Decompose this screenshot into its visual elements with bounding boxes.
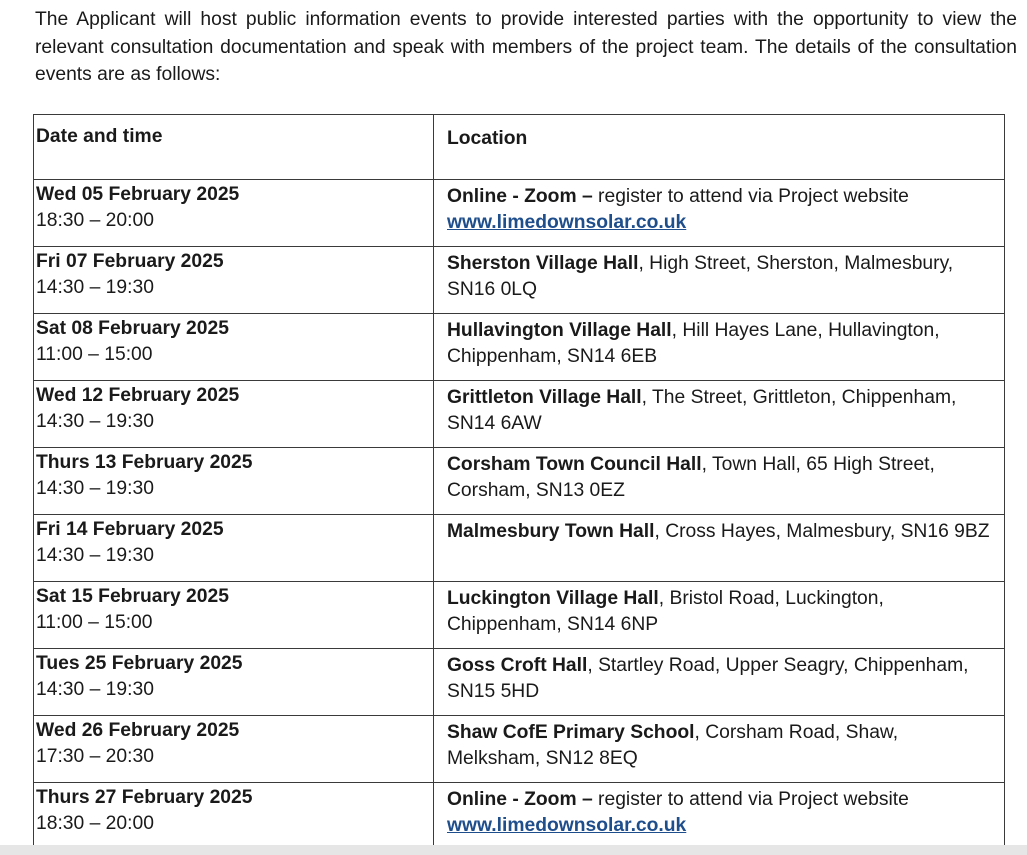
event-date-time-cell — [34, 180, 434, 247]
event-location-cell — [434, 783, 1005, 850]
intro-paragraph: The Applicant will host public information events to provide interested parties with the opportunity to view the relevant consultation documentation and speak with members of the project team. The details of the consultation events are as follows: — [35, 9, 1017, 85]
venue-address: , Town Hall, 65 High Street, Corsham, SN13 0EZ — [447, 454, 935, 501]
project-website-link[interactable]: www.limedownsolar.co.uk — [447, 212, 687, 233]
table-row — [34, 381, 1005, 448]
event-date: Fri 14 February 2025 — [36, 519, 224, 540]
venue-address: , Cross Hayes, Malmesbury, SN16 9BZ — [654, 521, 990, 542]
event-time: 11:00 – 15:00 — [36, 612, 153, 633]
venue-address: , The Street, Grittleton, Chippenham, SN14 6AW — [447, 387, 957, 434]
event-time: 18:30 – 20:00 — [36, 210, 154, 231]
page-bottom-edge — [0, 845, 1027, 855]
table-row — [34, 649, 1005, 716]
event-date: Wed 05 February 2025 — [36, 184, 240, 205]
venue-name: Hullavington Village Hall — [447, 320, 672, 341]
event-time: 14:30 – 19:30 — [36, 277, 154, 298]
venue-name: Corsham Town Council Hall — [447, 454, 702, 475]
event-date: Wed 12 February 2025 — [36, 385, 240, 406]
venue-name: Online - Zoom – — [447, 186, 593, 207]
event-date: Wed 26 February 2025 — [36, 720, 240, 741]
event-location-cell — [434, 448, 1005, 515]
event-location-cell — [434, 314, 1005, 381]
header-date-time: Date and time — [34, 115, 434, 180]
venue-name: Luckington Village Hall — [447, 588, 659, 609]
venue-address: , Hill Hayes Lane, Hullavington, Chippenham, SN14 6EB — [447, 320, 940, 367]
event-time: 14:30 – 19:30 — [36, 545, 154, 566]
venue-name: Goss Croft Hall — [447, 655, 588, 676]
venue-address: , Corsham Road, Shaw, Melksham, SN12 8EQ — [447, 722, 899, 769]
event-date-time-cell — [34, 716, 434, 783]
consultation-events-table — [33, 114, 1005, 850]
event-location-cell — [434, 515, 1005, 582]
event-location-cell — [434, 180, 1005, 247]
event-location-cell — [434, 247, 1005, 314]
event-date: Thurs 27 February 2025 — [36, 787, 253, 808]
table-row — [34, 247, 1005, 314]
event-location-cell — [434, 381, 1005, 448]
table-row — [34, 448, 1005, 515]
venue-name: Grittleton Village Hall — [447, 387, 642, 408]
venue-address: , Bristol Road, Luckington, Chippenham, SN14 6NP — [447, 588, 884, 635]
table-row — [34, 582, 1005, 649]
event-date: Sat 08 February 2025 — [36, 318, 229, 339]
venue-address: , Startley Road, Upper Seagry, Chippenham, SN15 5HD — [447, 655, 969, 702]
table-row — [34, 180, 1005, 247]
event-time: 14:30 – 19:30 — [36, 411, 154, 432]
venue-name: Malmesbury Town Hall — [447, 521, 655, 542]
table-row — [34, 515, 1005, 582]
table-header-row — [34, 115, 1005, 180]
event-date-time-cell — [34, 314, 434, 381]
event-date-time-cell — [34, 649, 434, 716]
event-date-time-cell — [34, 381, 434, 448]
event-time: 18:30 – 20:00 — [36, 813, 154, 834]
event-date-time-cell — [34, 448, 434, 515]
event-date-time-cell — [34, 582, 434, 649]
venue-name: Online - Zoom – — [447, 789, 593, 810]
event-date: Sat 15 February 2025 — [36, 586, 229, 607]
table-row — [34, 314, 1005, 381]
table-row — [34, 783, 1005, 850]
venue-name: Sherston Village Hall — [447, 253, 639, 274]
event-time: 17:30 – 20:30 — [36, 746, 154, 767]
venue-address: register to attend via Project website — [592, 789, 909, 810]
venue-address: , High Street, Sherston, Malmesbury, SN16 0LQ — [447, 253, 954, 300]
table-row — [34, 716, 1005, 783]
event-location-cell — [434, 716, 1005, 783]
event-time: 14:30 – 19:30 — [36, 478, 154, 499]
project-website-link[interactable]: www.limedownsolar.co.uk — [447, 815, 687, 836]
event-date: Thurs 13 February 2025 — [36, 452, 253, 473]
event-time: 14:30 – 19:30 — [36, 679, 154, 700]
event-date-time-cell — [34, 783, 434, 850]
event-date-time-cell — [34, 515, 434, 582]
event-date-time-cell — [34, 247, 434, 314]
event-location-cell — [434, 582, 1005, 649]
venue-name: Shaw CofE Primary School — [447, 722, 695, 743]
event-date: Tues 25 February 2025 — [36, 653, 243, 674]
venue-address: register to attend via Project website — [592, 186, 909, 207]
header-location: Location — [434, 115, 1005, 180]
event-location-cell — [434, 649, 1005, 716]
event-time: 11:00 – 15:00 — [36, 344, 153, 365]
event-date: Fri 07 February 2025 — [36, 251, 224, 272]
